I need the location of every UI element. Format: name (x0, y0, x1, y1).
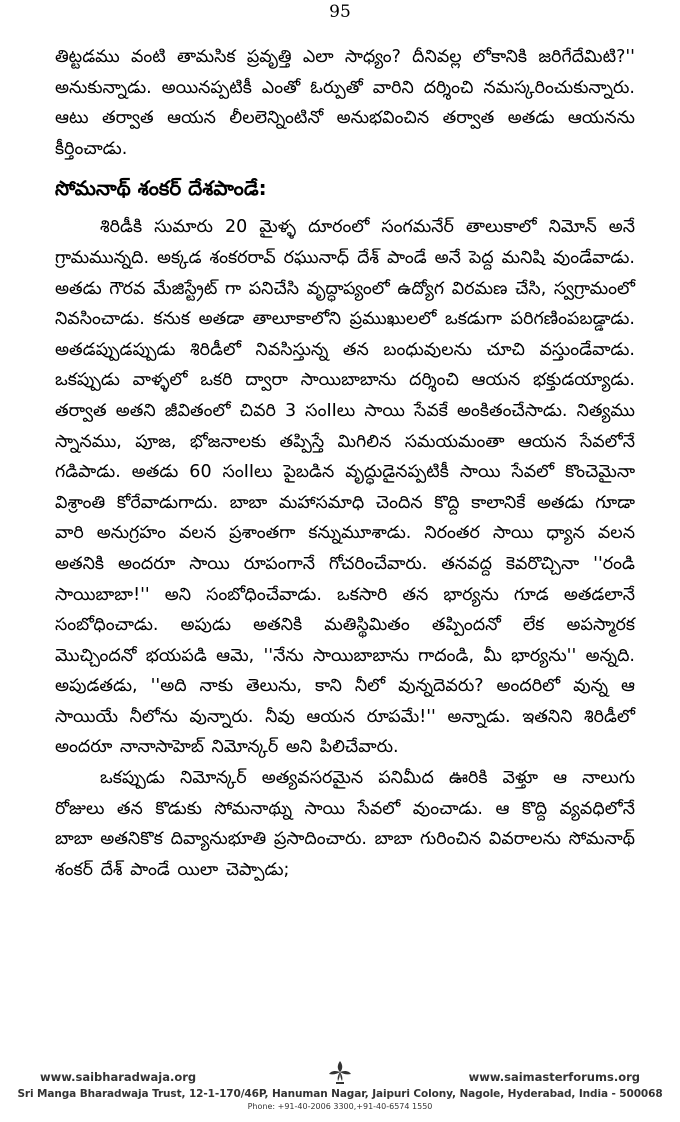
paragraph: శిరిడీకి సుమారు 20 మైళ్ళ దూరంలో సంగమనేర్ తాలుకాలో నిమోన్ అనే గ్రామమున్నది. అక్కడ శంకరరావ్ రఘునాధ్ దేశ్ పాండే అనే పెద్ద మనిషి వుండేవాడు. అతడు గౌరవ మేజిస్ట్రేట్ గా పనిచేసి వృద్ధాప్యంలో ఉద్యోగ విరమణ చేసి, స్వగ్రామంలో నివసించాడు. కనుక అతడా తాలూకాలోని ప్రముఖులలో ఒకడుగా పరిగణింపబడ్డాడు. అతడప్పుడప్పుడు శిరిడీలో నివసిస్తున్న తన బంధువులను చూచి వస్తుండేవాడు. ఒకప్పుడు వాళ్ళలో ఒకరి ద్వారా సాయిబాబాను దర్శించి ఆయన భక్తుడయ్యాడు. తర్వాత అతని జీవితంలో చివరి 3 సంIIలు సాయి సేవకే అంకితంచేసాడు. నిత్యము స్నానము, పూజ, భోజనాలకు తప్పిస్తే మిగిలిన సమయమంతా ఆయన సేవలోనే గడిపాడు. అతడు 60 సంIIలు పైబడిన వృద్ధుడైనప్పటికీ సాయి సేవలో కొంచెమైనా విశ్రాంతి కోరేవాడుగాదు. బాబా మహాసమాధి చెందిన కొద్ది కాలానికే అతడు గూడా వారి అనుగ్రహం వలన ప్రశాంతగా కన్నుమూశాడు. నిరంతర సాయి ధ్యాన వలన అతనికి అందరూ సాయి రూపంగానే గోచరించేవారు. తనవద్ద కెవరొచ్చినా ''రండి సాయిబాబా!'' అని సంబోధించేవాడు. ఒకసారి తన భార్యను గూడ అతడలానే సంబోధించాడు. అపుడు అతనికి మతిస్థిమితం తప్పిందనో లేక అపస్మారక మొచ్చిందనో భయపడి ఆమె, ''నేను సాయిబాబాను గాదండి, మీ భార్యను'' అన్నది. అపుడతడు, ''అది నాకు తెలును, కాని నీలో వున్నదెవరు? అందరిలో వున్న ఆ సాయియే నీలోను వున్నారు. నీవు ఆయన రూపమే!'' అన్నాడు. ఇతనిని శిరిడీలో అందరూ నానాసాహెబ్ నిమోన్కర్ అని పిలిచేవారు. (55, 217, 635, 758)
trust-phone: Phone: +91-40-2006 3300,+91-40-6574 1550 (247, 1102, 433, 1111)
page-footer (0, 1064, 680, 1122)
trust-address: Sri Manga Bharadwaja Trust, 12-1-170/46P, Hanuman Nagar, Jaipuri Colony, Nagole, Hyderabad, India - 500068 (17, 1088, 663, 1100)
page-body (55, 42, 635, 885)
section-heading: సోమనాథ్ శంకర్ దేశపాండే: (55, 176, 267, 201)
paragraph: తిట్టడము వంటి తామసిక ప్రవృత్తి ఎలా సాధ్యం? దీనివల్ల లోకానికి జరిగేదేమిటి?'' అనుకున్నాడు. అయినప్పటికీ ఎంతో ఓర్పుతో వారిని దర్శించి నమస్కరించుకున్నారు. ఆటు తర్వాత ఆయన లీలలెన్నింటినో అనుభవించిన తర్వాత అతడు ఆయనను కీర్తించాడు. (55, 47, 635, 159)
lotus-ornament-icon (328, 1060, 352, 1086)
paragraph: ఒకప్పుడు నిమోన్కర్ అత్యవసరమైన పనిమీద ఊరికి వెళ్తూ ఆ నాలుగు రోజులు తన కొడుకు సోమనాథ్ను సాయి సేవలో వుంచాడు. ఆ కొద్ది వ్యవధిలోనే బాబా అతనికొక దివ్యానుభూతి ప్రసాదించారు. బాబా గురించిన వివరాలను సోమనాథ్ శంకర్ దేశ్ పాండే యిలా చెప్పాడు; (55, 768, 635, 880)
website-link-left[interactable]: www.saibharadwaja.org (40, 1070, 197, 1084)
website-link-right[interactable]: www.saimasterforums.org (468, 1070, 640, 1084)
page-number: 95 (329, 2, 351, 22)
